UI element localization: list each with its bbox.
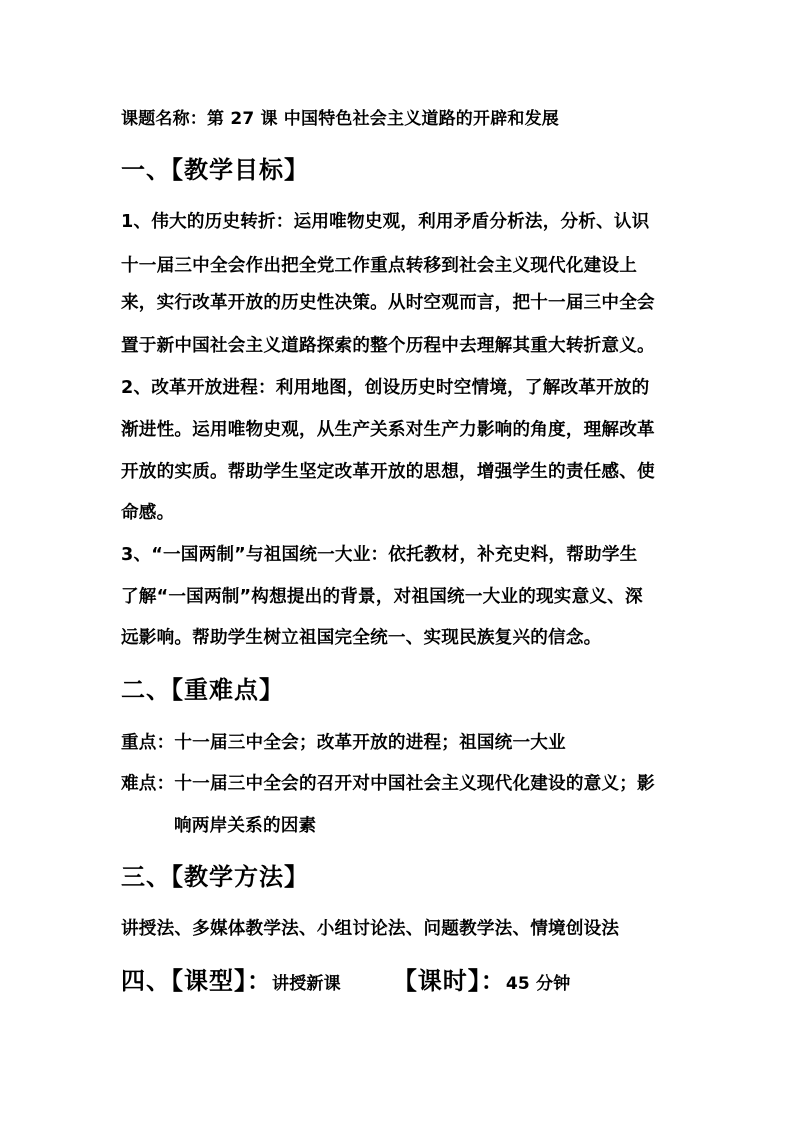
teaching-methods-text: 讲授法、多媒体教学法、小组讨论法、问题教学法、情境创设法 (121, 919, 620, 939)
difficult-point-text: 难点：十一届三中全会的召开对中国社会主义现代化建设的意义；影 (121, 774, 655, 794)
section-heading-lesson-info (121, 965, 570, 1000)
goals-line-8: 命感。 (121, 503, 175, 523)
course-title: 课题名称：第 27 课 中国特色社会主义道路的开辟和发展 (121, 109, 560, 129)
lesson-type-label: 四、【课型】： (121, 967, 272, 995)
difficult-point-continuation: 响两岸关系的因素 (174, 816, 317, 836)
goals-line-10: 了解“一国两制”构想提出的背景，对祖国统一大业的现实意义、深 (121, 587, 643, 607)
section-heading-key-points: 二、【重难点】 (121, 676, 284, 704)
lesson-hours-value: 45 分钟 (505, 974, 571, 994)
goals-line-5: 2、改革开放进程：利用地图，创设历史时空情境，了解改革开放的 (121, 378, 650, 398)
lesson-type-value: 讲授新课 (272, 974, 341, 994)
section-heading-teaching-goals: 一、【教学目标】 (121, 156, 309, 184)
goals-line-9: 3、“一国两制”与祖国统一大业：依托教材，补充史料，帮助学生 (121, 545, 638, 565)
goals-line-4: 置于新中国社会主义道路探索的整个历程中去理解其重大转折意义。 (121, 336, 655, 356)
goals-line-11: 远影响。帮助学生树立祖国完全统一、实现民族复兴的信念。 (121, 628, 602, 648)
section-heading-teaching-methods: 三、【教学方法】 (121, 863, 309, 891)
goals-line-6: 渐进性。运用唯物史观，从生产关系对生产力影响的角度，理解改革 (121, 420, 655, 440)
goals-line-2: 十一届三中全会作出把全党工作重点转移到社会主义现代化建设上 (121, 256, 638, 276)
key-point-text: 重点：十一届三中全会；改革开放的进程；祖国统一大业 (121, 733, 566, 753)
goals-line-7: 开放的实质。帮助学生坚定改革开放的思想，增强学生的责任感、使 (121, 462, 655, 482)
goals-line-3: 来，实行改革开放的历史性决策。从时空观而言，把十一届三中全会 (121, 293, 655, 313)
goals-line-1: 1、伟大的历史转折：运用唯物史观，利用矛盾分析法，分析、认识 (121, 212, 650, 232)
lesson-hours-label: 【课时】： (392, 967, 506, 995)
